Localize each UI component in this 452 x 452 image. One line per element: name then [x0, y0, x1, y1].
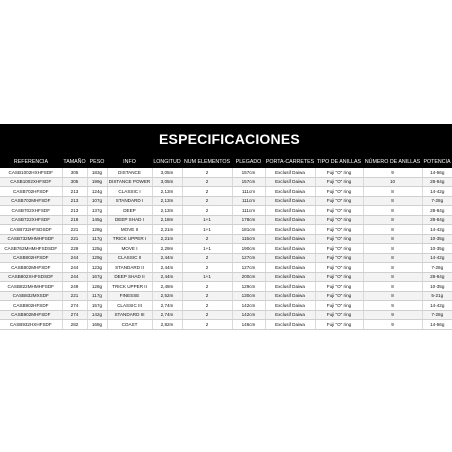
table-cell: 137g	[87, 206, 107, 216]
table-cell: 8	[363, 272, 422, 282]
table-cell: CASB702HFSDF	[0, 187, 62, 197]
table-cell: 8	[363, 263, 422, 273]
table-cell: 28-84g	[422, 272, 452, 282]
table-cell: 115cm	[232, 234, 265, 244]
table-cell: DISTANCE	[107, 168, 152, 177]
table-cell: 146cm	[232, 320, 265, 330]
table-cell: Exclusif Daiwa	[265, 291, 315, 301]
table-row	[0, 263, 452, 273]
table-cell: DEEP SHAD II	[107, 272, 152, 282]
table-row	[0, 225, 452, 235]
table-cell: CASB702MHFSDF	[0, 196, 62, 206]
table-cell: STANDARD I	[107, 196, 152, 206]
table-cell: Exclusif Daiwa	[265, 206, 315, 216]
table-cell: CASB722XHFSDF	[0, 215, 62, 225]
column-header: PORTA-CARRETES	[265, 156, 315, 168]
table-cell: 2,44m	[152, 272, 182, 282]
column-header: NUM ELEMENTOS	[182, 156, 232, 168]
table-cell: 305	[62, 177, 87, 187]
table-cell: Exclusif Daiwa	[265, 272, 315, 282]
table-cell: 125g	[87, 244, 107, 254]
table-cell: CASB902MHFSDF	[0, 310, 62, 320]
table-cell: 213	[62, 196, 87, 206]
table-cell: 111cm	[232, 196, 265, 206]
table-cell: 28-84g	[422, 177, 452, 187]
table-cell: 2,44m	[152, 253, 182, 263]
table-cell: CASB762MHMHFSDSDF	[0, 244, 62, 254]
column-header: NÚMERO DE ANILLAS	[363, 156, 422, 168]
table-cell: 5-21g	[422, 291, 452, 301]
table-cell: STANDARD II	[107, 263, 152, 273]
table-cell: Exclusif Daiwa	[265, 263, 315, 273]
table-cell: 305	[62, 168, 87, 177]
table-cell: 127cm	[232, 263, 265, 273]
table-cell: 3,05m	[152, 168, 182, 177]
table-cell: 178cm	[232, 215, 265, 225]
table-cell: 14-42g	[422, 301, 452, 311]
table-cell: 8	[363, 187, 422, 197]
table-cell: 8	[363, 225, 422, 235]
table-cell: 183g	[87, 168, 107, 177]
table-cell: 2,13m	[152, 196, 182, 206]
table-cell: 2,13m	[152, 187, 182, 197]
table-cell: 8	[363, 244, 422, 254]
table-cell: 2,18m	[152, 215, 182, 225]
table-cell: 7-28g	[422, 196, 452, 206]
table-cell: COAST	[107, 320, 152, 330]
table-cell: 128g	[87, 282, 107, 292]
table-cell: 9	[363, 168, 422, 177]
table-cell: 213	[62, 206, 87, 216]
column-header: INFO	[107, 156, 152, 168]
table-cell: 249	[62, 282, 87, 292]
table-cell: 1+1	[182, 244, 232, 254]
table-cell: Fuji "O" ring	[315, 196, 363, 206]
table-cell: 2	[182, 310, 232, 320]
table-cell: CASB732HFSDSDF	[0, 225, 62, 235]
table-cell: 128g	[87, 225, 107, 235]
table-cell: Fuji "O" ring	[315, 291, 363, 301]
table-row	[0, 215, 452, 225]
table-cell: 2,52m	[152, 291, 182, 301]
table-cell: Exclusif Daiwa	[265, 177, 315, 187]
table-cell: 10-35g	[422, 244, 452, 254]
table-row	[0, 177, 452, 187]
table-cell: 2,44m	[152, 263, 182, 273]
table-cell: STANDARD III	[107, 310, 152, 320]
table-cell: Fuji "O" ring	[315, 272, 363, 282]
table-cell: Exclusif Daiwa	[265, 187, 315, 197]
table-cell: 107g	[87, 196, 107, 206]
table-cell: 244	[62, 272, 87, 282]
table-cell: Exclusif Daiwa	[265, 225, 315, 235]
table-cell: Fuji "O" ring	[315, 215, 363, 225]
table-cell: 213	[62, 187, 87, 197]
table-cell: 117g	[87, 234, 107, 244]
table-cell: 130cm	[232, 291, 265, 301]
table-cell: 274	[62, 301, 87, 311]
table-cell: 14-42g	[422, 225, 452, 235]
table-cell: 2	[182, 282, 232, 292]
table-cell: 9	[363, 310, 422, 320]
table-cell: 142cm	[232, 301, 265, 311]
table-cell: 28-84g	[422, 206, 452, 216]
column-header: POTENCIA	[422, 156, 452, 168]
table-cell: 2,21m	[152, 225, 182, 235]
table-cell: 2	[182, 253, 232, 263]
table-row	[0, 234, 452, 244]
table-cell: 167g	[87, 272, 107, 282]
table-cell: 3,05m	[152, 177, 182, 187]
table-cell: Fuji "O" ring	[315, 282, 363, 292]
table-cell: 117g	[87, 291, 107, 301]
table-cell: 244	[62, 263, 87, 273]
table-cell: TRICK UPPER I	[107, 234, 152, 244]
table-cell: 10-35g	[422, 234, 452, 244]
table-cell: 157cm	[232, 177, 265, 187]
table-row	[0, 310, 452, 320]
table-body	[0, 168, 452, 329]
table-row	[0, 272, 452, 282]
table-row	[0, 320, 452, 330]
page-title: ESPECIFICACIONES	[159, 131, 300, 147]
table-cell: 14-42g	[422, 187, 452, 197]
table-cell: CLASSIC I	[107, 187, 152, 197]
table-cell: 157cm	[232, 168, 265, 177]
table-cell: 7-28g	[422, 263, 452, 273]
table-cell: Fuji "O" ring	[315, 234, 363, 244]
table-cell: CASB932HXHFSDF	[0, 320, 62, 330]
title-banner	[0, 124, 452, 156]
table-cell: 8	[363, 206, 422, 216]
table-row	[0, 282, 452, 292]
table-cell: 10	[363, 177, 422, 187]
table-row	[0, 187, 452, 197]
table-cell: Fuji "O" ring	[315, 301, 363, 311]
table-cell: TRICK UPPER II	[107, 282, 152, 292]
column-header: PLEGADO	[232, 156, 265, 168]
table-cell: 2,49m	[152, 282, 182, 292]
table-cell: 2	[182, 291, 232, 301]
table-cell: 8	[363, 234, 422, 244]
table-cell: Exclusif Daiwa	[265, 253, 315, 263]
table-cell: CASB732MHMHFSDF	[0, 234, 62, 244]
table-cell: 2,74m	[152, 310, 182, 320]
column-header: REFERENCIA	[0, 156, 62, 168]
table-cell: 190cm	[232, 244, 265, 254]
table-cell: Exclusif Daiwa	[265, 168, 315, 177]
table-cell: 221	[62, 234, 87, 244]
table-cell: Fuji "O" ring	[315, 310, 363, 320]
table-cell: 2	[182, 234, 232, 244]
table-cell: 8	[363, 282, 422, 292]
table-row	[0, 253, 452, 263]
table-cell: CASB1002HXHFSDF	[0, 168, 62, 177]
table-cell: 111cm	[232, 206, 265, 216]
table-cell: Fuji "O" ring	[315, 225, 363, 235]
table-cell: CLASSIC III	[107, 301, 152, 311]
table-cell: 142cm	[232, 310, 265, 320]
table-cell: DISTANCE POWER	[107, 177, 152, 187]
table-cell: Fuji "O" ring	[315, 263, 363, 273]
table-cell: 2,21m	[152, 234, 182, 244]
table-cell: 8	[363, 215, 422, 225]
table-cell: 2	[182, 206, 232, 216]
table-cell: 218	[62, 215, 87, 225]
table-cell: 244	[62, 253, 87, 263]
table-cell: Fuji "O" ring	[315, 168, 363, 177]
table-cell: 8	[363, 196, 422, 206]
table-cell: 124g	[87, 187, 107, 197]
table-cell: 14-56g	[422, 168, 452, 177]
table-cell: 2	[182, 263, 232, 273]
table-cell: 9	[363, 301, 422, 311]
table-cell: 2,74m	[152, 301, 182, 311]
table-cell: 1+1	[182, 215, 232, 225]
table-cell: Fuji "O" ring	[315, 253, 363, 263]
table-cell: Exclusif Daiwa	[265, 215, 315, 225]
table-cell: CASB702XHFSDF	[0, 206, 62, 216]
column-header: TIPO DE ANILLAS	[315, 156, 363, 168]
table-cell: 274	[62, 310, 87, 320]
table-cell: Fuji "O" ring	[315, 206, 363, 216]
table-cell: 1+1	[182, 225, 232, 235]
table-cell: 1+1	[182, 272, 232, 282]
table-header	[0, 156, 452, 168]
table-cell: 8	[363, 291, 422, 301]
table-row	[0, 206, 452, 216]
table-cell: CASB822MHMHFSDF	[0, 282, 62, 292]
table-cell: 2,13m	[152, 206, 182, 216]
table-row	[0, 244, 452, 254]
table-cell: MOVE I	[107, 244, 152, 254]
table-cell: 199g	[87, 177, 107, 187]
table-cell: Exclusif Daiwa	[265, 301, 315, 311]
table-cell: 229	[62, 244, 87, 254]
table-cell: 8	[363, 253, 422, 263]
table-cell: 2	[182, 196, 232, 206]
table-row	[0, 196, 452, 206]
table-cell: 221	[62, 225, 87, 235]
table-cell: DEEP	[107, 206, 152, 216]
table-cell: Fuji "O" ring	[315, 177, 363, 187]
table-cell: 2,29m	[152, 244, 182, 254]
column-header: LONGITUD	[152, 156, 182, 168]
column-header: PESO	[87, 156, 107, 168]
table-cell: 28-84g	[422, 215, 452, 225]
table-cell: MOVE II	[107, 225, 152, 235]
table-cell: 221	[62, 291, 87, 301]
table-cell: 7-28g	[422, 310, 452, 320]
table-cell: 2	[182, 168, 232, 177]
table-cell: CASB802XHFSDSDF	[0, 272, 62, 282]
table-cell: CASB832MXSDF	[0, 291, 62, 301]
table-cell: 2	[182, 187, 232, 197]
table-cell: 10-35g	[422, 282, 452, 292]
table-cell: CASB1002XHFSDF	[0, 177, 62, 187]
table-cell: 2	[182, 177, 232, 187]
table-cell: 157g	[87, 301, 107, 311]
table-cell: 111cm	[232, 187, 265, 197]
table-cell: CASB802HFSDF	[0, 253, 62, 263]
table-cell: 2,82m	[152, 320, 182, 330]
table-cell: CLASSIC II	[107, 253, 152, 263]
column-header: TAMAÑO	[62, 156, 87, 168]
table-cell: CASB902HFSDF	[0, 301, 62, 311]
table-cell: 129g	[87, 253, 107, 263]
table-cell: Exclusif Daiwa	[265, 196, 315, 206]
table-cell: Fuji "O" ring	[315, 187, 363, 197]
table-cell: 127cm	[232, 253, 265, 263]
table-cell: 200cm	[232, 272, 265, 282]
table-cell: Exclusif Daiwa	[265, 234, 315, 244]
table-cell: 2	[182, 301, 232, 311]
table-cell: 2	[182, 320, 232, 330]
table-cell: 14-42g	[422, 253, 452, 263]
table-cell: 123g	[87, 263, 107, 273]
table-cell: CASB802MHFSDF	[0, 263, 62, 273]
table-cell: FINESSE	[107, 291, 152, 301]
table-cell: 14-56g	[422, 320, 452, 330]
table-cell: 142g	[87, 310, 107, 320]
table-cell: Exclusif Daiwa	[265, 320, 315, 330]
table-cell: 168g	[87, 320, 107, 330]
table-cell: Fuji "O" ring	[315, 320, 363, 330]
table-cell: DEEP SHAD I	[107, 215, 152, 225]
table-row	[0, 301, 452, 311]
table-cell: Fuji "O" ring	[315, 244, 363, 254]
table-cell: 9	[363, 320, 422, 330]
table-cell: Exclusif Daiwa	[265, 282, 315, 292]
specs-table	[0, 156, 452, 330]
table-row	[0, 168, 452, 177]
table-cell: 129cm	[232, 282, 265, 292]
table-cell: Exclusif Daiwa	[265, 244, 315, 254]
table-cell: Exclusif Daiwa	[265, 310, 315, 320]
table-cell: 145g	[87, 215, 107, 225]
table-cell: 282	[62, 320, 87, 330]
table-cell: 181cm	[232, 225, 265, 235]
table-row	[0, 291, 452, 301]
